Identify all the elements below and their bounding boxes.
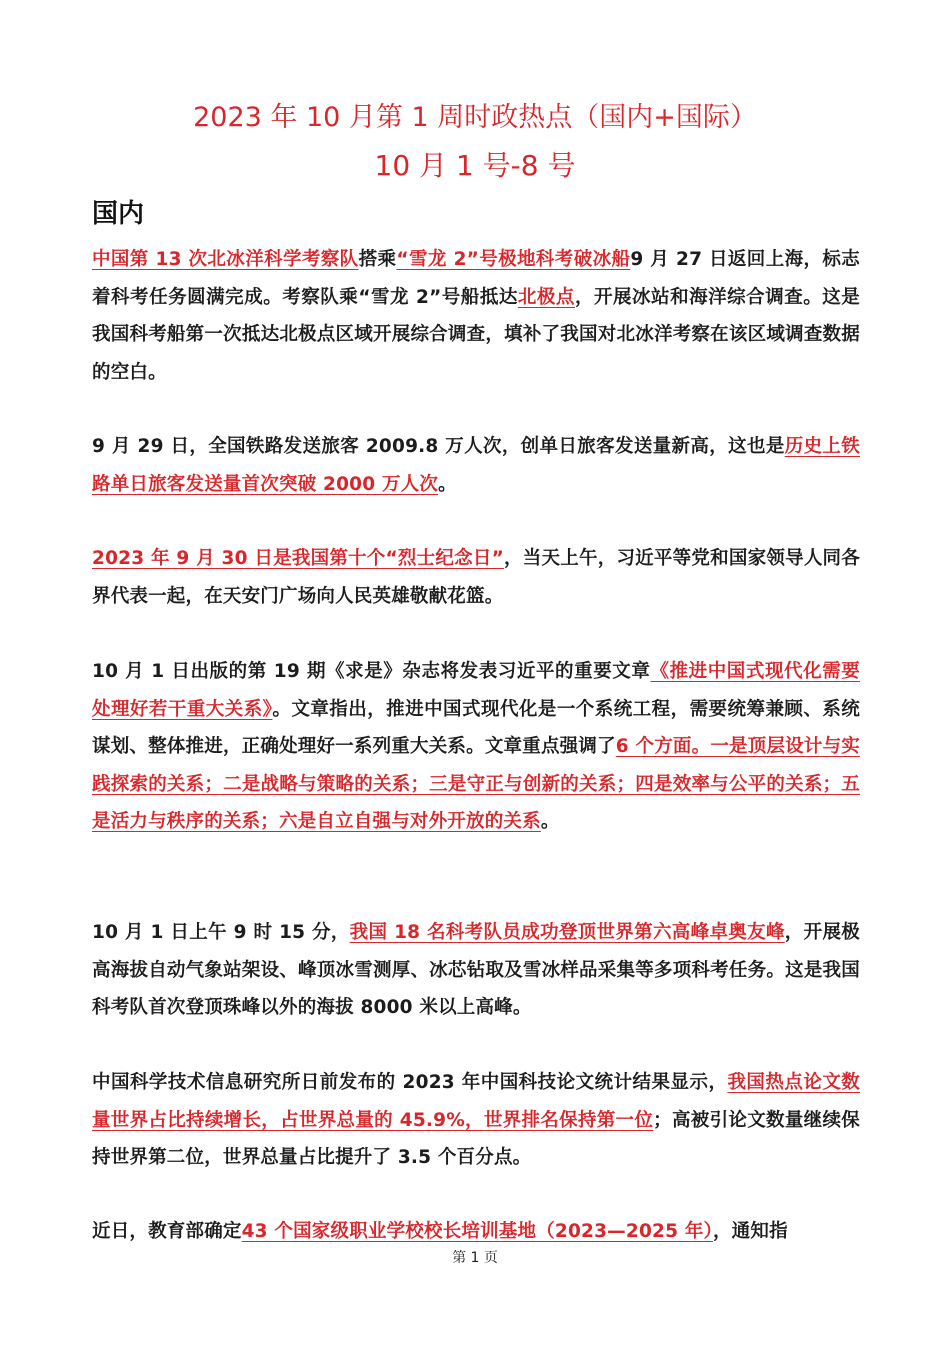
body-text: ，通知指: [712, 1221, 788, 1242]
news-paragraph-martyrs-day: [92, 540, 860, 615]
body-text: 。: [540, 811, 560, 832]
highlight-text: 北极点: [517, 286, 575, 308]
body-text: 10 月 1 日出版的第 19 期《求是》杂志将发表习近平的重要文章: [92, 661, 651, 682]
highlight-text: 《推进中国式现代化需要处理好若干重大关系》: [92, 661, 860, 720]
document-title: 2023 年 10 月第 1 周时政热点（国内+国际）: [193, 102, 757, 133]
highlight-text: 43 个国家级职业学校校长培训基地（2023—2025 年）: [241, 1221, 713, 1242]
body-text: 搭乘: [358, 249, 397, 270]
section-heading-domestic: 国内: [92, 199, 145, 229]
news-paragraph-cho-oyu-summit: [92, 914, 860, 1027]
news-paragraph-arctic-expedition: [92, 241, 860, 391]
news-paragraph-vocational-training: [92, 1213, 860, 1251]
body-text: ；高被引论文数量继续保持世界第二位，世界总量占比提升了 3.5 个百分点。: [92, 1109, 860, 1168]
body-text: 中国科学技术信息研究所日前发布的 2023 年中国科技论文统计结果显示，: [92, 1072, 728, 1093]
document-date-range: 10 月 1 号-8 号: [374, 149, 576, 182]
highlight-text: 2023 年 9 月 30 日是我国第十个“烈士纪念日”: [92, 548, 504, 569]
body-text: 9 月 27 日返回上海，标志着科考任务圆满完成。考察队乘“雪龙 2”号船抵达: [92, 249, 860, 308]
page-number: 第 1 页: [452, 1250, 498, 1266]
news-paragraph-railway-record: [92, 428, 860, 503]
body-text: ，开展冰站和海洋综合调查。这是我国科考船第一次抵达北极点区域开展综合调查，填补了我国对北冰洋考察在该区域调查数据的空白。: [92, 286, 860, 383]
body-text: 9 月 29 日，全国铁路发送旅客 2009.8 万人次，创单日旅客发送量新高，这也是: [92, 436, 785, 457]
body-text: 。文章指出，推进中国式现代化是一个系统工程，需要统筹兼顾、系统谋划、整体推进，正确处理好一系列重大关系。文章重点强调了: [92, 698, 860, 757]
body-text: 。: [438, 473, 457, 495]
highlight-text: 中国第 13 次北冰洋科学考察队: [92, 249, 359, 270]
highlight-text: 我国热点论文数量世界占比持续增长，占世界总量的 45.9%，世界排名保持第一位: [92, 1072, 860, 1131]
news-paragraph-sci-tech-papers: [92, 1064, 860, 1177]
highlight-text: 历史上铁路单日旅客发送量首次突破 2000 万人次: [92, 436, 860, 495]
body-text: 近日，教育部确定: [92, 1221, 242, 1242]
body-text: 10 月 1 日上午 9 时 15 分，: [92, 922, 350, 943]
body-text: ，当天上午，习近平等党和国家领导人同各界代表一起，在天安门广场向人民英雄敬献花篮。: [92, 548, 860, 607]
body-text: ，开展极高海拔自动气象站架设、峰顶冰雪测厚、冰芯钻取及雪冰样品采集等多项科考任务。这是我国科考队首次登顶珠峰以外的海拔 8000 米以上高峰。: [92, 922, 860, 1018]
highlight-text: 我国 18 名科考队员成功登顶世界第六高峰卓奥友峰: [349, 922, 785, 943]
highlight-text: “雪龙 2”号极地科考破冰船: [396, 249, 631, 270]
highlight-text: 6 个方面。一是顶层设计与实践探索的关系；二是战略与策略的关系；三是守正与创新的关系；四是效率与公平的关系；五是活力与秩序的关系；六是自立自强与对外开放的关系: [92, 736, 860, 832]
news-paragraph-qiushi-article: [92, 653, 860, 841]
